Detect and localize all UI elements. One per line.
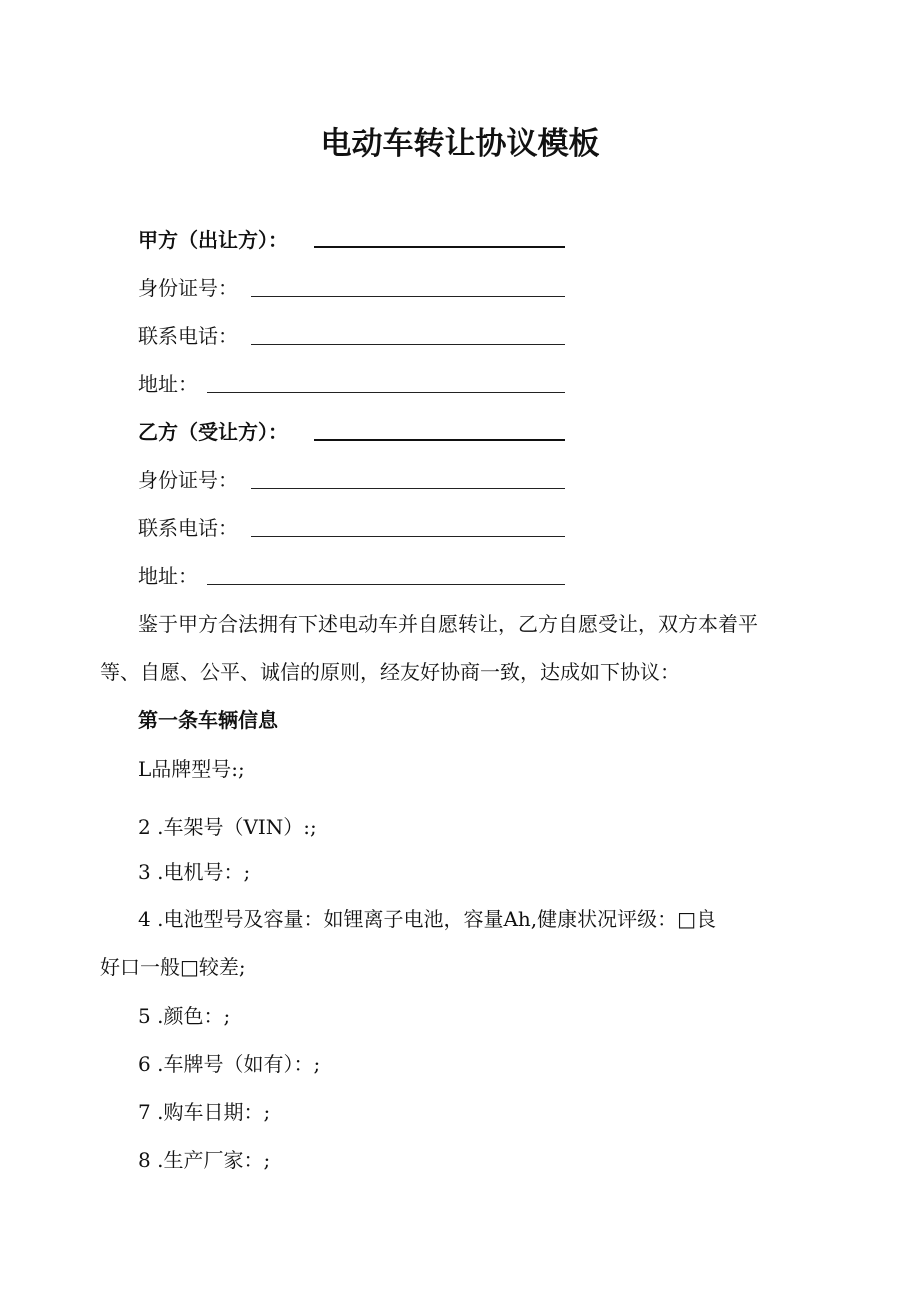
party-b-address-blank [207, 584, 565, 585]
item-plate-number: 6 .车牌号（如有）：; [138, 1052, 321, 1076]
item-motor-number: 3 .电机号：; [138, 860, 251, 884]
item-battery: 4 .电池型号及容量：如锂离子电池，容量Ah,健康状况评级：□良 [138, 907, 717, 931]
party-a-phone-blank [251, 344, 565, 345]
party-a-address-label: 地址： [138, 372, 198, 396]
item-manufacturer: 8 .生产厂家：; [138, 1148, 271, 1172]
party-a-id-blank [251, 296, 565, 297]
item-brand-model: L品牌型号:; [138, 757, 245, 781]
party-a-id-label: 身份证号： [138, 276, 238, 300]
item-vin: 2 .车架号（VIN）:; [138, 815, 317, 839]
item-battery-continued: 好口一般□较差; [100, 955, 246, 979]
item-purchase-date: 7 .购车日期：; [138, 1100, 271, 1124]
party-a-heading: 甲方（出让方）： [138, 228, 288, 252]
party-a-address-blank [207, 392, 565, 393]
item-color: 5 .颜色：; [138, 1004, 231, 1028]
party-a-phone-label: 联系电话： [138, 324, 238, 348]
party-b-heading: 乙方（受让方）： [138, 420, 288, 444]
party-b-id-label: 身份证号： [138, 468, 238, 492]
document-title: 电动车转让协议模板 [320, 126, 600, 162]
intro-line-1: 鉴于甲方合法拥有下述电动车并自愿转让，乙方自愿受让，双方本着平 [138, 612, 758, 636]
party-b-id-blank [251, 488, 565, 489]
intro-line-2: 等、自愿、公平、诚信的原则，经友好协商一致，达成如下协议： [100, 660, 680, 684]
party-a-name-blank [314, 246, 565, 248]
party-b-phone-label: 联系电话： [138, 516, 238, 540]
party-b-phone-blank [251, 536, 565, 537]
section-1-heading: 第一条车辆信息 [138, 708, 278, 732]
party-b-address-label: 地址： [138, 564, 198, 588]
party-b-name-blank [314, 439, 565, 441]
